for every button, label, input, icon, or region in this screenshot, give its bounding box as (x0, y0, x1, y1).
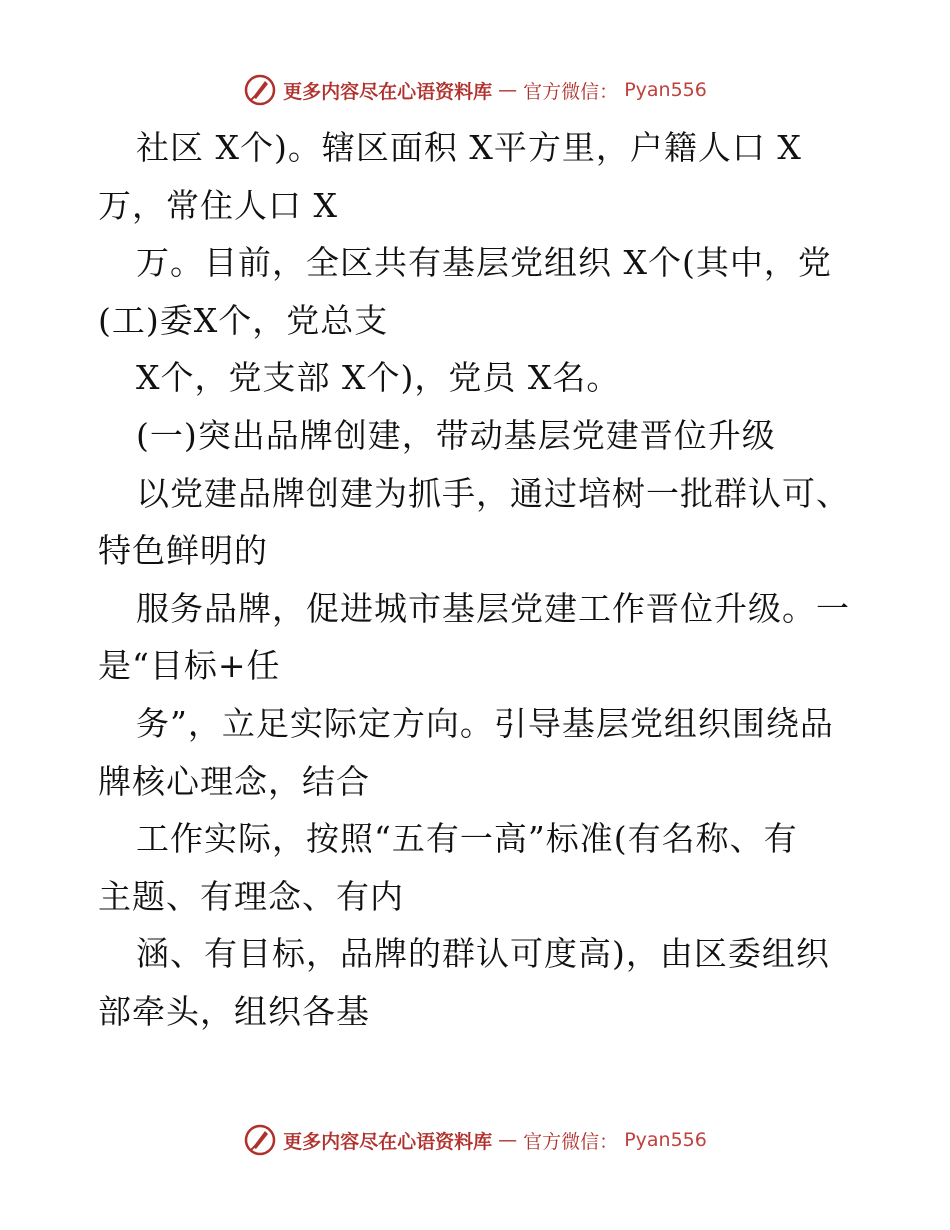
banner-wechat-label: 官方微信： (523, 1130, 619, 1153)
footer-banner (0, 1120, 950, 1160)
quill-logo-icon (243, 73, 277, 107)
text-line: 牌核心理念，结合 (98, 761, 370, 801)
banner-wechat-id: Pyan556 (624, 1129, 707, 1151)
document-body (98, 126, 858, 1048)
text-line: 涵、有目标，品牌的群认可度高)，由区委组织 (136, 934, 830, 974)
text-line: 万。目前，全区共有基层党组织 X个(其中，党 (136, 243, 832, 283)
text-line: 部牵头，组织各基 (98, 991, 370, 1031)
banner-dash: — (498, 79, 518, 101)
text-line: 是“目标+任 (98, 646, 281, 686)
text-line: 务”，立足实际定方向。引导基层党组织围绕品 (136, 703, 834, 743)
text-line: 工作实际，按照“五有一高”标准(有名称、有 (136, 819, 798, 859)
text-line: 万，常住人口 X (98, 185, 338, 225)
banner-text: 更多内容尽在心语资料库 (283, 1130, 493, 1153)
banner-wechat-label: 官方微信： (523, 80, 619, 103)
header-banner (0, 70, 950, 110)
text-line: 社区 X个)。辖区面积 X平方里，户籍人口 X (136, 128, 802, 167)
text-line: X个，党支部 X个)，党员 X名。 (136, 358, 621, 398)
text-line: 服务品牌，促进城市基层党建工作晋位升级。一 (136, 588, 850, 628)
text-line: 特色鲜明的 (98, 531, 268, 571)
section-heading: (一)突出品牌创建，带动基层党建晋位升级 (136, 415, 776, 455)
text-line: 主题、有理念、有内 (98, 876, 404, 916)
text-line: 以党建品牌创建为抓手，通过培树一批群认可、 (136, 473, 850, 513)
banner-text: 更多内容尽在心语资料库 (283, 80, 493, 103)
banner-wechat-id: Pyan556 (624, 79, 707, 101)
quill-logo-icon (243, 1123, 277, 1157)
text-line: (工)委X个，党总支 (98, 300, 389, 340)
banner-dash: — (498, 1129, 518, 1151)
